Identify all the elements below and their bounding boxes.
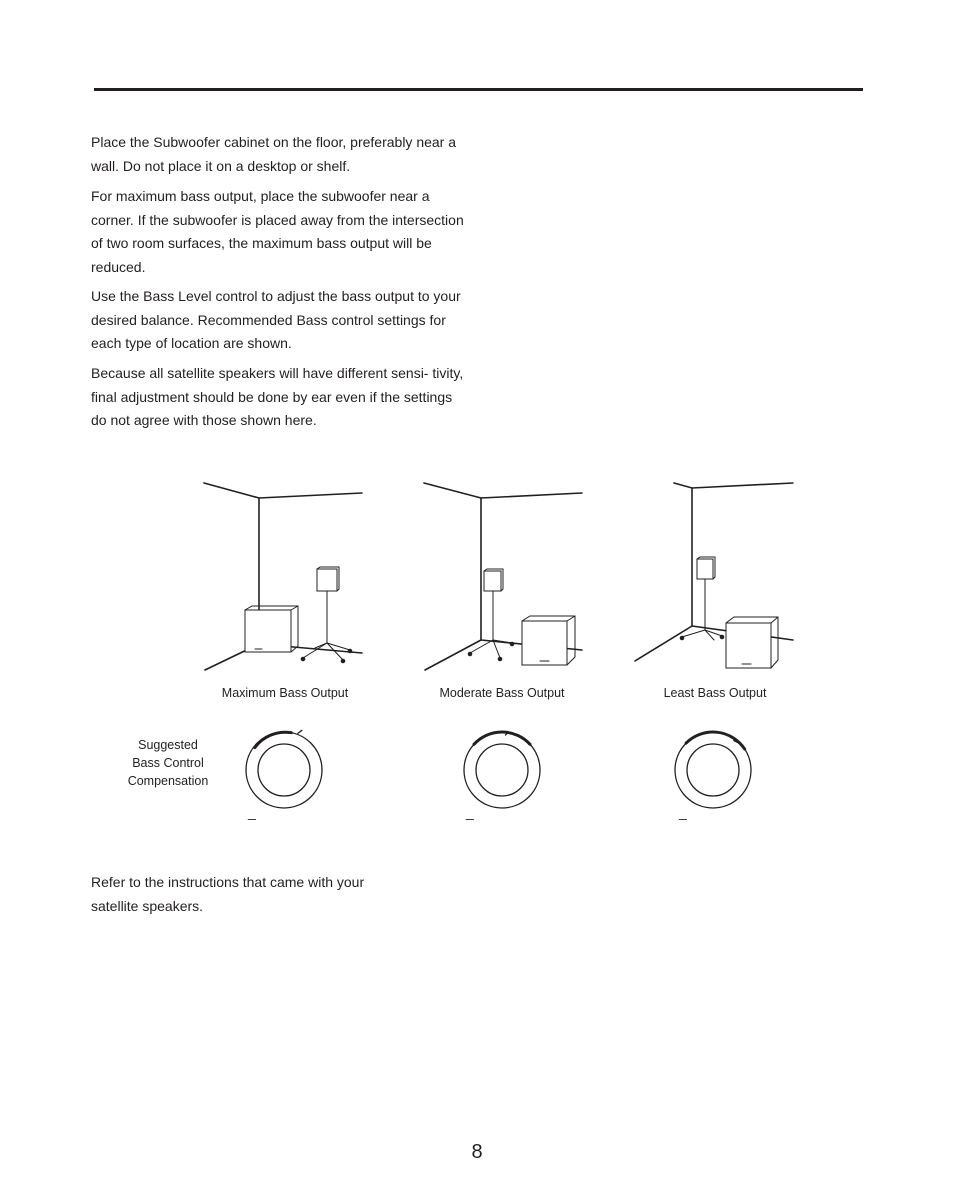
room-illustration-wall — [424, 483, 582, 670]
caption-moderate-bass: Moderate Bass Output — [439, 686, 565, 700]
subwoofer-icon — [245, 606, 298, 652]
knob-minus-mark: _ — [466, 804, 474, 820]
caption-maximum-bass: Maximum Bass Output — [221, 686, 349, 700]
paragraph-adjust-by-ear: Because all satellite speakers will have different sensi- tivity, final adjustment should be done by ear even if the settings do not agree with those shown here. — [91, 365, 464, 428]
knob-minus-mark: _ — [248, 804, 256, 820]
paragraph-placement: Place the Subwoofer cabinet on the floor, preferably near a wall. Do not place it on a desktop or shelf. — [91, 134, 457, 174]
caption-least-bass: Least Bass Output — [663, 686, 767, 700]
bass-knob-least — [675, 732, 751, 808]
room-illustration-open — [635, 483, 793, 668]
bass-knob-maximum — [246, 730, 322, 808]
subwoofer-icon — [522, 616, 575, 665]
page-number: 8 — [471, 1141, 483, 1163]
satellite-speaker-icon — [468, 569, 514, 661]
suggested-label-line: Compensation — [127, 774, 209, 788]
room-illustration-corner — [204, 483, 362, 670]
suggested-label-line: Suggested — [138, 738, 198, 752]
suggested-label-line: Bass Control — [132, 756, 204, 770]
bass-knob-moderate — [464, 732, 540, 808]
paragraph-corner: For maximum bass output, place the subwoofer near a corner. If the subwoofer is placed away from the intersection of two room surfaces, the maximum bass output will be reduced. — [91, 188, 464, 275]
suggested-compensation-label — [118, 736, 218, 790]
paragraph-satellite-note: Refer to the instructions that came with your satellite speakers. — [91, 874, 365, 914]
paragraph-bass-level: Use the Bass Level control to adjust the bass output to your desired balance. Recommended Bass control settings for each type of location are shown. — [91, 288, 461, 351]
knob-minus-mark: _ — [679, 804, 687, 820]
subwoofer-icon — [726, 617, 778, 668]
